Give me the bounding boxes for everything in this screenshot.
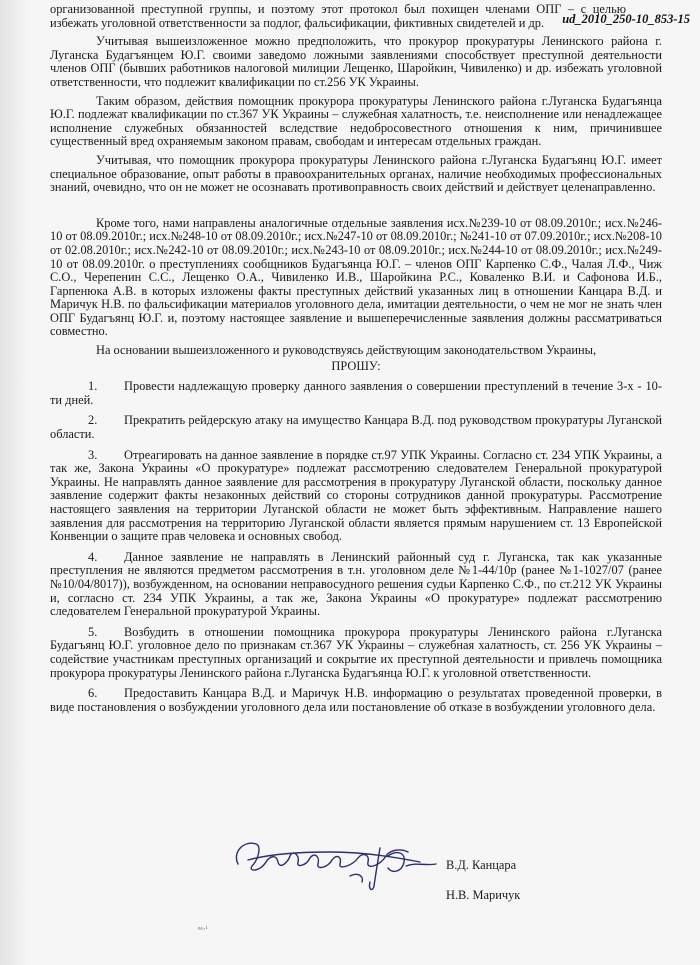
item-text: Отреагировать на данное заявление в порядке ст.97 УПК Украины. Согласно ст. 234 УПК Украины, а так же, Закона Украины «О прокуратуре» подлежат рассмотрению следователем Генеральной прокуратурой Украины. Не направлять данное заявление для рассмотрения в прокуратуру Луганской области, поскольку данное заявление содержит факты незаконных действий со стороны сотрудников данной прокуратуры. Рассмотрение настоящего заявления на территории Луганской области не может быть эффективным. Направление нашего заявления для рассмотрения на территорию Луганской области является прямым нарушением ст. 13 Европейской Конвенции о защите прав человека и основных свобод. <box>50 447 662 544</box>
item-number: 3. <box>88 447 98 462</box>
signatory-1: В.Д. Канцара <box>446 858 517 872</box>
item-number: 5. <box>88 624 98 639</box>
request-item-2 <box>50 414 662 441</box>
item-number: 6. <box>88 686 98 701</box>
paragraph-1: Учитывая вышеизложенное можно предположить, что прокурор прокуратуры Ленинского района г. Луганска Будагъянцем Ю.Г. своими заведомо ложными заявлениями способствует преступной деятельности членов ОПГ (бывших работников налоговой милиции Лещенко, Шаройкин, Чивиленко) и др. избежать уголовной ответственности, что подлежит квалификации по ст.256 УК Украины. <box>50 34 662 89</box>
item-number: 1. <box>88 379 98 394</box>
signatory-2: Н.В. Маричук <box>446 888 521 902</box>
request-item-6 <box>50 687 662 714</box>
request-item-4 <box>50 551 662 619</box>
request-item-3 <box>50 449 662 544</box>
item-text: Данное заявление не направлять в Ленинский районный суд г. Луганска, так как указанные преступления не являются предметом рассмотрения в т.н. уголовном деле №1-44/10р (ранее №1-1027/07 (ранее №10/04/8017)), возбужденном, на основании неправосудного решения судьи Карпенко С.Ф., по ст.212 УК Украины и, согласно ст. 234 УПК Украины, а так же, Закона Украины «О прокуратуре» подлежат рассмотрению следователем Генеральной прокуратурой Украины. <box>50 549 662 619</box>
item-text: Провести надлежащую проверку данного заявления о совершении преступлений в течение 3-х - 10-ти дней. <box>50 379 662 407</box>
document-body <box>50 0 662 714</box>
paragraph-3: Учитывая, что помощник прокурора прокуратуры Ленинского района г.Луганска Будагъянц Ю.Г. имеет специальное образование, опыт работы в правоохранительных органах, наличие необходимых профессиональных знаний, очевидно, что он не может не осознавать противоправность своих действий и действует целенаправленно. <box>50 152 662 195</box>
document-id: ud_2010_250-10_853-15 <box>562 12 690 26</box>
signatory-names <box>446 850 520 910</box>
item-number: 2. <box>88 413 98 428</box>
request-item-5 <box>50 626 662 680</box>
paragraph-2: Таким образом, действия помощник прокурора прокуратуры Ленинского района г.Луганска Будагъянца Ю.Г. подлежат квалификации по ст.367 УК Украины – служебная халатность, т.е. неисполнение или ненадлежащее исполнение служебных обязанностей вследствие недобросовестного отношения к ним, причинившее существенный вред охраняемым законом правам, свободам и интересам отдельных граждан. <box>50 93 662 149</box>
request-heading: ПРОШУ: <box>331 358 381 373</box>
paragraph-4: Кроме того, нами направлены аналогичные отдельные заявления исх.№239-10 от 08.09.2010г.; исх.№246-10 от 08.09.2010г.; исх.№248-10 от 08.09.2010г.; исх.№247-10 от 08.09.2010г.; №241-10 от 07.09.2010г.; исх.№208-10 от 02.08.2010г.; исх.№242-10 от 08.09.2010г.; исх.№243-10 от 08.09.2010г.; исх.№244-10 от 08.09.2010г.; исх.№249-10 от 08.09.2010г. о преступлениях сообщников Будагъянца Ю.Г. – членов ОПГ Карпенко С.Ф., Чалая Л.Ф., Чиж С.О., Черепенин С.С., Лещенко О.А., Чивиленко И.В., Шаройкина Р.С., Коваленко В.И. и Сафонова И.Б., Гарпенюка А.В. в которых изложены факты преступных действий указанных лиц в отношении Канцара В.Д. и Маричук Н.В. по фальсификации материалов уголовного дела, имитации деятельности, о чем не мог не знать член ОПГ Будагъянц Ю.Г. и, поэтому настоящее заявление и вышеперечисленные заявления должны рассматриваться совместно. <box>50 215 662 339</box>
paragraph-continuation: организованной преступной группы, и поэтому этот протокол был похищен членами ОПГ – с целью избежать уголовной ответственности за подлог, фальсификации, фиктивных свидетелей и др. <box>50 2 626 30</box>
scan-shadow <box>0 0 30 965</box>
request-item-1 <box>50 380 662 407</box>
paragraph-5: На основании вышеизложенного и руководствуясь действующим законодательством Украины, <box>96 343 597 358</box>
item-number: 4. <box>88 549 98 564</box>
item-text: Прекратить рейдерскую атаку на имущество Канцара В.Д. под руководством прокуратуры Луганской области. <box>50 413 662 442</box>
stray-mark: ᵉᵃ·ⁱ <box>198 924 208 934</box>
item-text: Возбудить в отношении помощника прокурора прокуратуры Ленинского района г.Луганска Будагъянц Ю.Г. уголовное дело по признакам ст.367 УК Украины – служебная халатность, ст. 256 УК Украины – содействие участникам преступных организаций и сокрытие их преступной деятельности и привлечь помощника прокурора прокуратуры Ленинского района г.Луганска Будагъянца Ю.Г. к уголовной ответственности. <box>50 624 662 680</box>
item-text: Предоставить Канцара В.Д. и Маричук Н.В. информацию о результатах проведенной проверки, в виде постановления о возбуждении уголовного дела или постановление об отказе в возбуждении уголовного дела. <box>50 686 662 714</box>
